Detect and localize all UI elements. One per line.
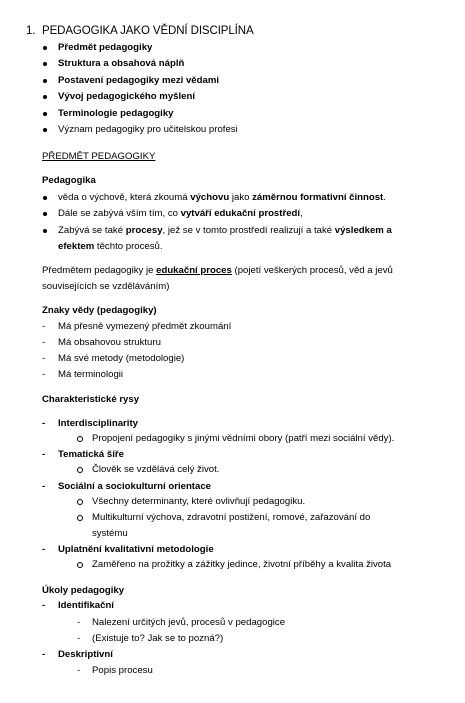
dash-marker: - <box>42 481 46 492</box>
bullet-icon <box>43 196 47 200</box>
toc-item: Předmět pedagogiky <box>58 42 153 53</box>
pedagogika-processes-cont: efektem těchto procesů. <box>58 241 163 252</box>
dash-marker: - <box>42 353 46 364</box>
circle-bullet-icon <box>77 562 83 568</box>
circle-bullet-icon <box>77 467 83 473</box>
circle-bullet-icon <box>77 499 83 505</box>
rysy-title: Charakteristické rysy <box>42 394 140 405</box>
dash-marker: - <box>77 617 81 628</box>
toc-item: Vývoj pedagogického myšlení <box>58 91 196 102</box>
rysy-item-cont: systému <box>92 528 128 539</box>
ukoly-group-title: Deskriptivní <box>58 649 113 660</box>
dash-marker: - <box>42 369 46 380</box>
dash-marker: - <box>42 544 46 555</box>
circle-bullet-icon <box>77 436 83 442</box>
dash-marker: - <box>42 418 46 429</box>
rysy-group-title: Uplatnění kvalitativní metodologie <box>58 544 214 555</box>
pedagogika-processes: Zabývá se také procesy, jež se v tomto prostředí realizují a také výsledkem a <box>58 225 392 236</box>
bullet-icon <box>43 46 47 50</box>
bullet-icon <box>43 212 47 216</box>
ukoly-title: Úkoly pedagogiky <box>42 585 125 596</box>
section-title: PŘEDMĚT PEDAGOGIKY <box>42 151 156 162</box>
rysy-item: Člověk se vzdělává celý život. <box>92 464 220 475</box>
dash-marker: - <box>42 449 46 460</box>
pedagogika-scope: Dále se zabývá vším tím, co vytváří edukační prostředí, <box>58 208 303 219</box>
rysy-item: Všechny determinanty, které ovlivňují pedagogiku. <box>92 496 306 507</box>
pedagogika-title: Pedagogika <box>42 175 96 186</box>
bullet-icon <box>43 79 47 83</box>
rysy-group-title: Interdisciplinarity <box>58 418 138 429</box>
dash-marker: - <box>42 337 46 348</box>
bullet-icon <box>43 128 47 132</box>
bullet-icon <box>43 229 47 233</box>
dash-marker: - <box>42 600 46 611</box>
znaky-item: Má terminologii <box>58 369 124 380</box>
chapter-heading <box>26 25 254 37</box>
znaky-item: Má své metody (metodologie) <box>58 353 185 364</box>
bullet-icon <box>43 95 47 99</box>
dash-marker: - <box>42 321 46 332</box>
pedagogika-definition: věda o výchově, která zkoumá výchovu jako záměrnou formativní činnost. <box>58 192 386 203</box>
dash-marker: - <box>77 633 81 644</box>
chapter-title: PEDAGOGIKA JAKO VĚDNÍ DISCIPLÍNA <box>42 25 254 37</box>
ukoly-item: Nalezení určitých jevů, procesů v pedagogice <box>92 617 286 628</box>
toc-item: Význam pedagogiky pro učitelskou profesi <box>58 124 238 135</box>
circle-bullet-icon <box>77 515 83 521</box>
rysy-item: Zaměřeno na prožitky a zážitky jedince, životní příběhy a kvalita života <box>92 559 392 570</box>
rysy-group-title: Tematická šíře <box>58 449 124 460</box>
rysy-item: Multikulturní výchova, zdravotní postižení, romové, zařazování do <box>92 512 371 523</box>
ukoly-item: (Existuje to? Jak se to pozná?) <box>92 633 224 644</box>
predmet-sentence: Předmětem pedagogiky je edukační proces (pojetí veškerých procesů, věd a jevů <box>42 265 393 276</box>
toc-item: Terminologie pedagogiky <box>58 108 174 119</box>
predmet-sentence-cont: souvisejících se vzděláváním) <box>42 281 170 292</box>
dash-marker: - <box>42 649 46 660</box>
chapter-number: 1. <box>26 25 36 37</box>
znaky-title: Znaky vědy (pedagogiky) <box>42 305 157 316</box>
bullet-icon <box>43 62 47 66</box>
rysy-item: Propojení pedagogiky s jinými vědními obory (patří mezi sociální vědy). <box>92 433 395 444</box>
toc-item: Postavení pedagogiky mezi vědami <box>58 75 220 86</box>
bullet-icon <box>43 112 47 116</box>
toc-item: Struktura a obsahová náplň <box>58 58 185 69</box>
ukoly-group-title: Identifikační <box>58 600 114 611</box>
rysy-group-title: Sociální a sociokulturní orientace <box>58 481 212 492</box>
znaky-item: Má obsahovou strukturu <box>58 337 161 348</box>
ukoly-item: Popis procesu <box>92 665 153 676</box>
znaky-item: Má přesně vymezený předmět zkoumání <box>58 321 232 332</box>
dash-marker: - <box>77 665 81 676</box>
